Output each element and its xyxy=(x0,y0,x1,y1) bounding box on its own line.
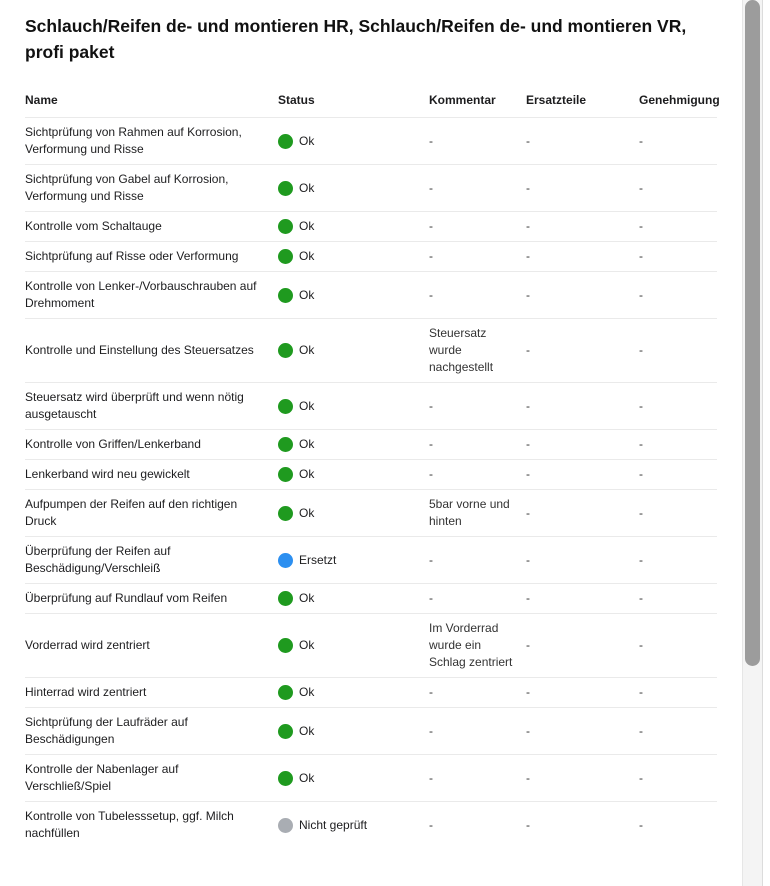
row-parts: - xyxy=(526,383,639,430)
status-badge xyxy=(278,180,429,197)
row-status xyxy=(278,319,429,383)
table-row xyxy=(25,430,717,460)
row-name: Steuersatz wird überprüft und wenn nötig ausgetauscht xyxy=(25,383,278,430)
status-ok-icon xyxy=(278,467,293,482)
status-label: Ersetzt xyxy=(299,552,337,567)
row-status xyxy=(278,242,429,272)
table-row xyxy=(25,584,717,614)
row-comment: - xyxy=(429,242,526,272)
row-status xyxy=(278,537,429,584)
row-comment: Im Vorderrad wurde ein Schlag zentriert xyxy=(429,614,526,678)
row-comment: - xyxy=(429,708,526,755)
status-ok-icon xyxy=(278,219,293,234)
table-row xyxy=(25,614,717,678)
table-body xyxy=(25,118,717,849)
row-approval: - xyxy=(639,537,717,584)
status-ok-icon xyxy=(278,771,293,786)
row-parts: - xyxy=(526,319,639,383)
row-status xyxy=(278,118,429,165)
status-label: Ok xyxy=(299,591,315,605)
row-parts: - xyxy=(526,678,639,708)
row-comment: - xyxy=(429,460,526,490)
status-ok-icon xyxy=(278,685,293,700)
status-badge xyxy=(278,398,429,415)
row-approval: - xyxy=(639,584,717,614)
row-comment: - xyxy=(429,802,526,849)
row-name: Aufpumpen der Reifen auf den richtigen Druck xyxy=(25,490,278,537)
row-name: Kontrolle von Lenker-/Vorbauschrauben auf Drehmoment xyxy=(25,272,278,319)
status-badge xyxy=(278,684,429,701)
row-comment: - xyxy=(429,430,526,460)
row-approval: - xyxy=(639,118,717,165)
table-row xyxy=(25,212,717,242)
status-label: Ok xyxy=(299,505,315,520)
row-parts: - xyxy=(526,212,639,242)
vertical-scrollbar[interactable] xyxy=(742,0,762,886)
row-name: Überprüfung der Reifen auf Beschädigung/Verschleiß xyxy=(25,537,278,584)
row-status xyxy=(278,708,429,755)
row-comment: - xyxy=(429,118,526,165)
row-approval: - xyxy=(639,755,717,802)
status-label: Ok xyxy=(299,638,315,652)
row-name: Kontrolle von Griffen/Lenkerband xyxy=(25,430,278,460)
status-unchecked-icon xyxy=(278,818,293,833)
table-row xyxy=(25,272,717,319)
status-label: Ok xyxy=(299,437,315,451)
row-parts: - xyxy=(526,460,639,490)
row-approval: - xyxy=(639,708,717,755)
status-ok-icon xyxy=(278,288,293,303)
row-comment: - xyxy=(429,272,526,319)
row-status xyxy=(278,212,429,242)
row-name: Kontrolle vom Schaltauge xyxy=(25,212,278,242)
status-badge xyxy=(278,287,429,304)
table-row xyxy=(25,490,717,537)
status-label: Ok xyxy=(299,467,315,481)
row-comment: - xyxy=(429,678,526,708)
row-parts: - xyxy=(526,118,639,165)
table-row xyxy=(25,460,717,490)
table-row xyxy=(25,242,717,272)
status-label: Ok xyxy=(299,219,315,233)
row-status xyxy=(278,460,429,490)
status-label: Ok xyxy=(299,343,315,357)
table-row xyxy=(25,755,717,802)
row-parts: - xyxy=(526,708,639,755)
status-label: Ok xyxy=(299,180,315,195)
window-edge xyxy=(762,0,770,886)
row-name: Kontrolle und Einstellung des Steuersatzes xyxy=(25,319,278,383)
row-approval: - xyxy=(639,272,717,319)
column-header-comment: Kommentar xyxy=(429,93,496,107)
row-status xyxy=(278,584,429,614)
status-badge xyxy=(278,637,429,654)
row-name: Hinterrad wird zentriert xyxy=(25,678,278,708)
status-badge xyxy=(278,723,429,740)
status-ok-icon xyxy=(278,343,293,358)
row-approval: - xyxy=(639,490,717,537)
table-header xyxy=(25,87,720,118)
row-approval: - xyxy=(639,430,717,460)
status-ok-icon xyxy=(278,506,293,521)
table-row xyxy=(25,383,717,430)
row-parts: - xyxy=(526,755,639,802)
status-badge xyxy=(278,436,429,453)
scrollbar-thumb[interactable] xyxy=(745,0,760,666)
row-name: Lenkerband wird neu gewickelt xyxy=(25,460,278,490)
table-row xyxy=(25,118,717,165)
row-parts: - xyxy=(526,272,639,319)
row-comment: - xyxy=(429,165,526,212)
row-status xyxy=(278,614,429,678)
row-approval: - xyxy=(639,319,717,383)
status-badge xyxy=(278,342,429,359)
row-status xyxy=(278,272,429,319)
row-status xyxy=(278,678,429,708)
status-label: Ok xyxy=(299,723,315,738)
row-comment: - xyxy=(429,537,526,584)
row-parts: - xyxy=(526,165,639,212)
header-row xyxy=(25,87,717,118)
status-ok-icon xyxy=(278,724,293,739)
column-header-status: Status xyxy=(278,93,315,107)
column-header-approval: Genehmigung xyxy=(639,93,720,107)
row-comment: - xyxy=(429,755,526,802)
row-approval: - xyxy=(639,165,717,212)
status-ok-icon xyxy=(278,134,293,149)
row-parts: - xyxy=(526,537,639,584)
status-ok-icon xyxy=(278,437,293,452)
row-name: Sichtprüfung von Gabel auf Korrosion, Verformung und Risse xyxy=(25,165,278,212)
status-label: Ok xyxy=(299,398,315,413)
row-approval: - xyxy=(639,678,717,708)
status-replaced-icon xyxy=(278,553,293,568)
row-status xyxy=(278,383,429,430)
row-parts: - xyxy=(526,614,639,678)
row-status xyxy=(278,430,429,460)
status-label: Ok xyxy=(299,133,315,148)
row-name: Vorderrad wird zentriert xyxy=(25,614,278,678)
row-comment: - xyxy=(429,383,526,430)
column-header-parts: Ersatzteile xyxy=(526,93,587,107)
status-label: Ok xyxy=(299,770,315,785)
status-label: Ok xyxy=(299,685,315,699)
table-row xyxy=(25,165,717,212)
row-approval: - xyxy=(639,802,717,849)
row-name: Kontrolle der Nabenlager auf Verschließ/Spiel xyxy=(25,755,278,802)
table-row xyxy=(25,319,717,383)
status-badge xyxy=(278,590,429,607)
status-ok-icon xyxy=(278,638,293,653)
row-approval: - xyxy=(639,212,717,242)
row-name: Kontrolle von Tubelesssetup, ggf. Milch nachfüllen xyxy=(25,802,278,849)
page-title: Schlauch/Reifen de- und montieren HR, Schlauch/Reifen de- und montieren VR, profi paket xyxy=(25,16,687,62)
row-parts: - xyxy=(526,584,639,614)
status-badge xyxy=(278,133,429,150)
row-status xyxy=(278,755,429,802)
row-comment: 5bar vorne und hinten xyxy=(429,490,526,537)
row-approval: - xyxy=(639,383,717,430)
row-parts: - xyxy=(526,430,639,460)
status-label: Ok xyxy=(299,287,315,302)
status-badge xyxy=(278,505,429,522)
status-badge xyxy=(278,218,429,235)
inspection-table xyxy=(25,87,720,848)
status-label: Nicht geprüft xyxy=(299,817,368,832)
column-header-name: Name xyxy=(25,93,58,107)
row-approval: - xyxy=(639,614,717,678)
row-name: Sichtprüfung von Rahmen auf Korrosion, Verformung und Risse xyxy=(25,118,278,165)
row-comment: - xyxy=(429,584,526,614)
table-row xyxy=(25,708,717,755)
status-badge xyxy=(278,466,429,483)
row-approval: - xyxy=(639,460,717,490)
row-name: Überprüfung auf Rundlauf vom Reifen xyxy=(25,584,278,614)
row-status xyxy=(278,490,429,537)
row-parts: - xyxy=(526,242,639,272)
row-parts: - xyxy=(526,802,639,849)
row-comment: - xyxy=(429,212,526,242)
status-badge xyxy=(278,248,429,265)
status-badge xyxy=(278,817,429,834)
table-row xyxy=(25,537,717,584)
status-ok-icon xyxy=(278,399,293,414)
row-name: Sichtprüfung auf Risse oder Verformung xyxy=(25,242,278,272)
status-ok-icon xyxy=(278,181,293,196)
status-ok-icon xyxy=(278,591,293,606)
table-row xyxy=(25,802,717,849)
row-status xyxy=(278,165,429,212)
row-status xyxy=(278,802,429,849)
row-name: Sichtprüfung der Laufräder auf Beschädigungen xyxy=(25,708,278,755)
status-badge xyxy=(278,552,429,569)
row-approval: - xyxy=(639,242,717,272)
status-label: Ok xyxy=(299,249,315,263)
row-parts: - xyxy=(526,490,639,537)
row-comment: Steuersatz wurde nachgestellt xyxy=(429,319,526,383)
status-badge xyxy=(278,770,429,787)
status-ok-icon xyxy=(278,249,293,264)
table-row xyxy=(25,678,717,708)
